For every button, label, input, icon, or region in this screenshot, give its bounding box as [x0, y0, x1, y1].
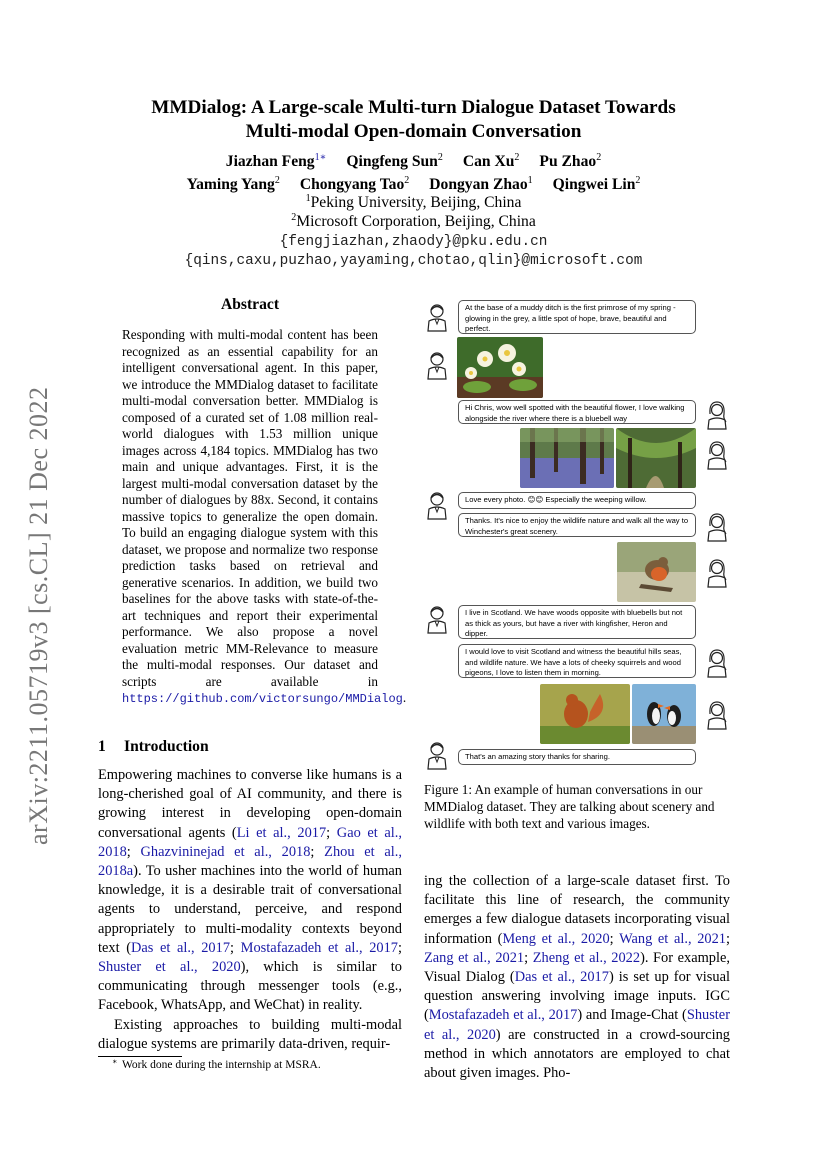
citation-link[interactable]: Das et al., 2017: [131, 939, 231, 956]
message-bubble-3: Love every photo. 😊😊 Especially the weeping willow.: [458, 492, 696, 509]
title-line-1: MMDialog: A Large-scale Multi-turn Dialogue Dataset Towards: [151, 97, 676, 118]
author-affiliation-mark: 2: [514, 152, 520, 163]
intro-left-column: [98, 766, 402, 1054]
message-bubble-6: I would love to visit Scotland and witness the beautiful hills seas, and wildlife nature. We have a lots of cheeky squirrels and wood pigeons, I love to listen them in morning.: [458, 644, 696, 678]
footnote-mark: ∗: [112, 1057, 118, 1066]
citation-link[interactable]: Das et al., 2017: [514, 969, 609, 986]
author-affiliation-mark: 2: [635, 175, 641, 186]
person-b-icon: [706, 440, 728, 470]
title-line-2: Multi-modal Open-domain Conversation: [245, 121, 582, 142]
figure-1-dialogue: [424, 294, 730, 770]
person-b-icon: [706, 700, 728, 730]
person-a-icon: [426, 302, 448, 332]
citation-link[interactable]: Zang et al., 2021: [424, 949, 525, 966]
text-run: ), which is similar to communicating through messenger tools (e.g., Facebook, WhatsApp, and WeChat) in reality.: [98, 959, 402, 1014]
author-affiliation-mark: 2: [274, 175, 280, 186]
affiliation-2: [0, 212, 827, 231]
author-name: Qingfeng Sun: [346, 153, 438, 171]
person-b-icon: [706, 512, 728, 542]
affiliation-1-sup: 1: [305, 193, 311, 204]
person-b-icon: [706, 648, 728, 678]
citation-link[interactable]: Shuster et al., 2020: [424, 1007, 730, 1043]
robin-bird-image: [617, 542, 696, 602]
message-bubble-1: At the base of a muddy ditch is the first primrose of my spring - glowing in the grey, a little spot of hope, brave, beautiful and perfect.: [458, 300, 696, 334]
text-run: ing the collection of a large-scale dataset first. To facilitate this line of research, the community emerges a few dialogue datasets incorporating visual information (: [424, 873, 730, 947]
citation-link[interactable]: Gao et al., 2018: [98, 824, 402, 860]
citation-link[interactable]: Shuster et al., 2020: [98, 959, 241, 976]
bluebell-wood-image: [520, 428, 614, 488]
person-a-icon: [426, 350, 448, 380]
weeping-willow-path-image: [616, 428, 696, 488]
author-name: Jiazhan Feng: [225, 153, 315, 171]
section-title: Introduction: [124, 738, 209, 755]
text-run: ) and Image-Chat (: [577, 1007, 687, 1024]
author-name: Pu Zhao: [539, 153, 597, 171]
paper-title: [0, 96, 827, 144]
text-run: ) is set up for visual question answering involving image inputs. IGC (: [424, 969, 730, 1024]
text-run: Empowering machines to converse like humans is a long-cherished goal of AI community, and there is growing interest in developing open-domain conversational agents (: [98, 767, 402, 841]
email-line-1: {fengjiazhan,zhaody}@pku.edu.cn: [279, 234, 548, 250]
citation-link[interactable]: Mostafazadeh et al., 2017: [428, 1007, 578, 1024]
citation-link[interactable]: Wang et al., 2021: [619, 930, 726, 947]
citation-link[interactable]: Zheng et al., 2022: [532, 949, 641, 966]
message-bubble-7: That's an amazing story thanks for sharing.: [458, 749, 696, 765]
puffins-image: [632, 684, 696, 744]
person-a-icon: [426, 490, 448, 520]
message-bubble-5: I live in Scotland. We have woods opposite with bluebells but not as thick as yours, but have a river with kingfisher, Heron and dipper.: [458, 605, 696, 639]
person-a-icon: [426, 604, 448, 634]
citation-link[interactable]: Mostafazadeh et al., 2017: [240, 939, 398, 956]
abstract-text: Responding with multi-modal content has been recognized as an essential capability for an intelligent conversational agent. In this paper, we introduce the MMDialog dataset to facilitate multi-modal conversation better. MMDialog is composed of a curated set of 1.08 million real-world dialogues with 1.53 million unique images across 4,184 topics. MMDialog has two main and unique advantages. First, it is the largest multi-modal conversation dataset by the number of dialogues by 88x. Second, it contains massive topics to generalize the open domain. To build an engaging dialogue system with this dataset, we propose and normalize two response prediction tasks based on retrieval and generative scenarios. In addition, we build two baselines for the above tasks with state-of-the-art techniques and report their experimental performance. We also propose a novel evaluation metric MM-Relevance to measure the multi-modal responses. Our dataset and scripts are available in: [122, 327, 378, 689]
author-name: Chongyang Tao: [299, 176, 405, 194]
abstract-heading: Abstract: [220, 296, 280, 313]
footnote-text: Work done during the internship at MSRA.: [122, 1059, 321, 1071]
arxiv-stamp: arXiv:2211.05719v3 [cs.CL] 21 Dec 2022: [24, 386, 53, 845]
person-b-icon: [706, 400, 728, 430]
author-affiliation-mark: 1∗: [314, 152, 327, 163]
figure-1-caption: Figure 1: An example of human conversations in our MMDialog dataset. They are talking about scenery and wildlife with both text and various images.: [424, 782, 715, 831]
author-name: Can Xu: [462, 153, 515, 171]
citation-link[interactable]: Zhou et al., 2018a: [98, 843, 402, 880]
intro-right-column: [424, 872, 730, 1083]
abstract-body: [122, 327, 407, 708]
author-row-1: [0, 152, 827, 171]
author-name: Yaming Yang: [186, 176, 275, 194]
section-heading-introduction: [98, 738, 209, 756]
author-name: Dongyan Zhao: [429, 176, 528, 194]
affiliation-2-text: Microsoft Corporation, Beijing, China: [296, 213, 536, 231]
message-bubble-2: Hi Chris, wow well spotted with the beautiful flower, I love walking alongside the river where there is a bluebell way: [458, 400, 696, 424]
citation-link[interactable]: Meng et al., 2020: [502, 930, 610, 947]
footnote: [112, 1057, 321, 1071]
person-b-icon: [706, 558, 728, 588]
author-affiliation-mark: 2: [596, 152, 602, 163]
message-bubble-4: Thanks. It's nice to enjoy the wildlife nature and walk all the way to Winchester's great scenery.: [458, 513, 696, 537]
affiliation-1-text: Peking University, Beijing, China: [310, 194, 522, 212]
citation-link[interactable]: Li et al., 2017: [236, 824, 327, 841]
intro-paragraph-continued: ing the collection of a large-scale dataset first. To facilitate this line of research, the community emerges a few dialogue datasets incorporating visual information (Meng et al., 2020; Wang et al., 2021; Zang et al., 2021; Zheng et al., 2022). For example, Visual Dialog (Das et al., 2017) is set up for visual question answering involving image inputs. IGC (Mostafazadeh et al., 2017) and Image-Chat (Shuster et al., 2020) are constructed in a crowd-sourcing method in which annotators are employed to chat about given images. Pho-: [424, 873, 730, 1082]
affiliation-2-sup: 2: [291, 212, 297, 223]
citation-link[interactable]: Ghazvininejad et al., 2018: [140, 843, 311, 860]
text-run: ). To usher machines into the world of human knowledge, it is a desirable trait of conversational agents to understand, perceive, and respond appropriately to multi-modality contexts beyond text (: [98, 863, 402, 956]
author-name: Qingwei Lin: [552, 176, 636, 194]
red-squirrel-image: [540, 684, 630, 744]
footnote-rule: [98, 1056, 182, 1057]
author-affiliation-mark: 2: [404, 175, 410, 186]
section-number: 1: [98, 738, 106, 755]
author-row-2: [0, 175, 827, 194]
primrose-flowers-image: [457, 337, 543, 398]
intro-paragraph-1: Empowering machines to converse like humans is a long-cherished goal of AI community, and there is growing interest in developing open-domain conversational agents (Li et al., 2017; Gao et al., 2018; Ghazvininejad et al., 2018; Zhou et al., 2018a). To usher machines into the world of human knowledge, it is a desirable trait of conversational agents to understand, perceive, and respond appropriately to multi-modality contexts beyond text (Das et al., 2017; Mostafazadeh et al., 2017; Shuster et al., 2020), which is similar to communicating through messenger tools (e.g., Facebook, WhatsApp, and WeChat) in reality.: [98, 767, 402, 1014]
dataset-url-link[interactable]: https://github.com/victorsungo/MMDialog: [122, 692, 403, 706]
intro-paragraph-2: Existing approaches to building multi-modal dialogue systems are primarily data-driven, requir-: [98, 1016, 402, 1052]
author-affiliation-mark: 2: [437, 152, 443, 163]
abstract-end: .: [402, 690, 407, 705]
text-run: ). For example, Visual Dialog (: [424, 949, 730, 986]
text-run: ) are constructed in a crowd-sourcing method in which annotators are employed to chat about given images. Pho-: [424, 1026, 730, 1082]
person-a-icon: [426, 740, 448, 770]
affiliation-1: [0, 193, 827, 212]
email-line-2: {qins,caxu,puzhao,yayaming,chotao,qlin}@microsoft.com: [184, 253, 643, 269]
author-affiliation-mark: 1: [527, 175, 533, 186]
